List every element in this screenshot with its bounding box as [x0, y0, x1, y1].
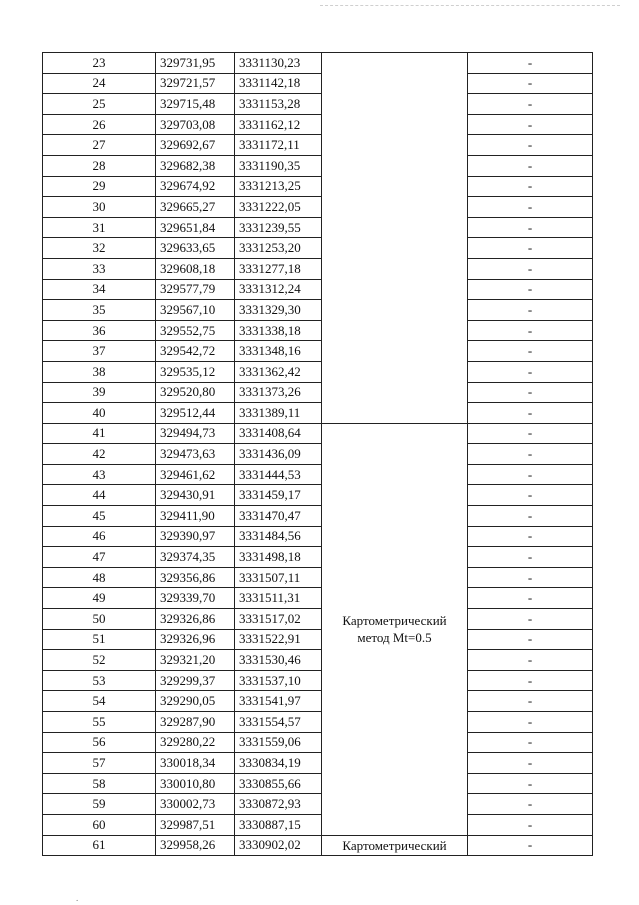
point-number-cell: 43 [43, 464, 156, 485]
table-row [43, 773, 593, 794]
x-coordinate-cell: 329280,22 [156, 732, 235, 753]
x-coordinate-cell: 329715,48 [156, 94, 235, 115]
point-number-cell: 55 [43, 712, 156, 733]
x-coordinate-cell: 329512,44 [156, 403, 235, 424]
x-coordinate-cell: 329958,26 [156, 835, 235, 856]
x-coordinate-cell: 330002,73 [156, 794, 235, 815]
x-coordinate-cell: 329390,97 [156, 526, 235, 547]
deviation-cell: - [468, 361, 593, 382]
y-coordinate-cell: 3331530,46 [235, 650, 322, 671]
footnote-mark: . [76, 893, 79, 903]
point-number-cell: 24 [43, 73, 156, 94]
point-number-cell: 53 [43, 670, 156, 691]
point-number-cell: 59 [43, 794, 156, 815]
deviation-cell: - [468, 485, 593, 506]
x-coordinate-cell: 329577,79 [156, 279, 235, 300]
x-coordinate-cell: 329731,95 [156, 53, 235, 74]
x-coordinate-cell: 329552,75 [156, 320, 235, 341]
x-coordinate-cell: 329721,57 [156, 73, 235, 94]
x-coordinate-cell: 329682,38 [156, 155, 235, 176]
method-label: Картометрический [342, 837, 447, 853]
table-row [43, 506, 593, 527]
deviation-cell: - [468, 670, 593, 691]
y-coordinate-cell: 3331389,11 [235, 403, 322, 424]
deviation-cell: - [468, 526, 593, 547]
method-label: Картометрический метод Mt=0.5 [342, 613, 447, 646]
deviation-cell: - [468, 73, 593, 94]
x-coordinate-cell: 329608,18 [156, 258, 235, 279]
table-row [43, 382, 593, 403]
point-number-cell: 31 [43, 217, 156, 238]
x-coordinate-cell: 329520,80 [156, 382, 235, 403]
table-row [43, 526, 593, 547]
y-coordinate-cell: 3331142,18 [235, 73, 322, 94]
y-coordinate-cell: 3331408,64 [235, 423, 322, 444]
deviation-cell: - [468, 464, 593, 485]
point-number-cell: 28 [43, 155, 156, 176]
coordinates-table-body [43, 53, 593, 856]
deviation-cell: - [468, 814, 593, 835]
y-coordinate-cell: 3331213,25 [235, 176, 322, 197]
table-row [43, 155, 593, 176]
x-coordinate-cell: 329692,67 [156, 135, 235, 156]
table-row [43, 361, 593, 382]
point-number-cell: 49 [43, 588, 156, 609]
deviation-cell: - [468, 609, 593, 630]
x-coordinate-cell: 329290,05 [156, 691, 235, 712]
table-row [43, 114, 593, 135]
y-coordinate-cell: 3331172,11 [235, 135, 322, 156]
table-row [43, 320, 593, 341]
x-coordinate-cell: 329339,70 [156, 588, 235, 609]
y-coordinate-cell: 3331470,47 [235, 506, 322, 527]
point-number-cell: 30 [43, 197, 156, 218]
point-number-cell: 37 [43, 341, 156, 362]
deviation-cell: - [468, 753, 593, 774]
x-coordinate-cell: 329987,51 [156, 814, 235, 835]
deviation-cell: - [468, 547, 593, 568]
deviation-cell: - [468, 238, 593, 259]
table-row [43, 73, 593, 94]
x-coordinate-cell: 329299,37 [156, 670, 235, 691]
deviation-cell: - [468, 444, 593, 465]
point-number-cell: 45 [43, 506, 156, 527]
point-number-cell: 25 [43, 94, 156, 115]
point-number-cell: 39 [43, 382, 156, 403]
table-row [43, 567, 593, 588]
x-coordinate-cell: 330018,34 [156, 753, 235, 774]
table-row [43, 53, 593, 74]
point-number-cell: 48 [43, 567, 156, 588]
point-number-cell: 23 [43, 53, 156, 74]
table-row [43, 217, 593, 238]
table-row [43, 464, 593, 485]
point-number-cell: 44 [43, 485, 156, 506]
point-number-cell: 41 [43, 423, 156, 444]
x-coordinate-cell: 329321,20 [156, 650, 235, 671]
y-coordinate-cell: 3331522,91 [235, 629, 322, 650]
point-number-cell: 46 [43, 526, 156, 547]
table-row [43, 485, 593, 506]
y-coordinate-cell: 3330834,19 [235, 753, 322, 774]
x-coordinate-cell: 329473,63 [156, 444, 235, 465]
y-coordinate-cell: 3331312,24 [235, 279, 322, 300]
table-row [43, 753, 593, 774]
table-row [43, 794, 593, 815]
point-number-cell: 52 [43, 650, 156, 671]
method-cell [322, 53, 468, 424]
y-coordinate-cell: 3331253,20 [235, 238, 322, 259]
y-coordinate-cell: 3331517,02 [235, 609, 322, 630]
table-row [43, 300, 593, 321]
point-number-cell: 58 [43, 773, 156, 794]
y-coordinate-cell: 3331554,57 [235, 712, 322, 733]
x-coordinate-cell: 329665,27 [156, 197, 235, 218]
deviation-cell: - [468, 712, 593, 733]
deviation-cell: - [468, 197, 593, 218]
point-number-cell: 32 [43, 238, 156, 259]
x-coordinate-cell: 329542,72 [156, 341, 235, 362]
y-coordinate-cell: 3331444,53 [235, 464, 322, 485]
table-row [43, 609, 593, 630]
y-coordinate-cell: 3331507,11 [235, 567, 322, 588]
table-row [43, 94, 593, 115]
method-cell [322, 423, 468, 835]
y-coordinate-cell: 3331338,18 [235, 320, 322, 341]
point-number-cell: 42 [43, 444, 156, 465]
y-coordinate-cell: 3331362,42 [235, 361, 322, 382]
point-number-cell: 40 [43, 403, 156, 424]
point-number-cell: 60 [43, 814, 156, 835]
x-coordinate-cell: 329494,73 [156, 423, 235, 444]
table-row [43, 712, 593, 733]
y-coordinate-cell: 3331277,18 [235, 258, 322, 279]
deviation-cell: - [468, 53, 593, 74]
point-number-cell: 61 [43, 835, 156, 856]
deviation-cell: - [468, 114, 593, 135]
x-coordinate-cell: 329287,90 [156, 712, 235, 733]
table-row [43, 588, 593, 609]
table-row [43, 670, 593, 691]
x-coordinate-cell: 329461,62 [156, 464, 235, 485]
deviation-cell: - [468, 773, 593, 794]
y-coordinate-cell: 3331222,05 [235, 197, 322, 218]
x-coordinate-cell: 329535,12 [156, 361, 235, 382]
x-coordinate-cell: 329356,86 [156, 567, 235, 588]
deviation-cell: - [468, 403, 593, 424]
y-coordinate-cell: 3330887,15 [235, 814, 322, 835]
y-coordinate-cell: 3331162,12 [235, 114, 322, 135]
table-row [43, 650, 593, 671]
x-coordinate-cell: 329374,35 [156, 547, 235, 568]
point-number-cell: 47 [43, 547, 156, 568]
y-coordinate-cell: 3331329,30 [235, 300, 322, 321]
y-coordinate-cell: 3331537,10 [235, 670, 322, 691]
method-cell [322, 835, 468, 856]
table-row [43, 238, 593, 259]
coordinates-table [42, 52, 593, 856]
top-rule [320, 5, 620, 7]
table-row [43, 423, 593, 444]
deviation-cell: - [468, 691, 593, 712]
x-coordinate-cell: 330010,80 [156, 773, 235, 794]
y-coordinate-cell: 3331459,17 [235, 485, 322, 506]
table-row [43, 403, 593, 424]
deviation-cell: - [468, 835, 593, 856]
point-number-cell: 33 [43, 258, 156, 279]
y-coordinate-cell: 3331348,16 [235, 341, 322, 362]
table-row [43, 341, 593, 362]
point-number-cell: 56 [43, 732, 156, 753]
y-coordinate-cell: 3330855,66 [235, 773, 322, 794]
x-coordinate-cell: 329633,65 [156, 238, 235, 259]
table-row [43, 547, 593, 568]
y-coordinate-cell: 3331239,55 [235, 217, 322, 238]
deviation-cell: - [468, 588, 593, 609]
deviation-cell: - [468, 135, 593, 156]
deviation-cell: - [468, 300, 593, 321]
table-row [43, 835, 593, 856]
deviation-cell: - [468, 732, 593, 753]
y-coordinate-cell: 3330902,02 [235, 835, 322, 856]
deviation-cell: - [468, 506, 593, 527]
deviation-cell: - [468, 258, 593, 279]
table-row [43, 629, 593, 650]
point-number-cell: 51 [43, 629, 156, 650]
table-row [43, 176, 593, 197]
point-number-cell: 57 [43, 753, 156, 774]
deviation-cell: - [468, 629, 593, 650]
y-coordinate-cell: 3331541,97 [235, 691, 322, 712]
y-coordinate-cell: 3331373,26 [235, 382, 322, 403]
y-coordinate-cell: 3331153,28 [235, 94, 322, 115]
table-row [43, 444, 593, 465]
deviation-cell: - [468, 176, 593, 197]
y-coordinate-cell: 3331190,35 [235, 155, 322, 176]
x-coordinate-cell: 329326,96 [156, 629, 235, 650]
point-number-cell: 38 [43, 361, 156, 382]
deviation-cell: - [468, 382, 593, 403]
x-coordinate-cell: 329703,08 [156, 114, 235, 135]
point-number-cell: 26 [43, 114, 156, 135]
deviation-cell: - [468, 320, 593, 341]
deviation-cell: - [468, 94, 593, 115]
x-coordinate-cell: 329430,91 [156, 485, 235, 506]
point-number-cell: 29 [43, 176, 156, 197]
x-coordinate-cell: 329567,10 [156, 300, 235, 321]
deviation-cell: - [468, 279, 593, 300]
x-coordinate-cell: 329411,90 [156, 506, 235, 527]
y-coordinate-cell: 3331484,56 [235, 526, 322, 547]
y-coordinate-cell: 3331130,23 [235, 53, 322, 74]
table-row [43, 197, 593, 218]
deviation-cell: - [468, 155, 593, 176]
table-row [43, 732, 593, 753]
point-number-cell: 27 [43, 135, 156, 156]
point-number-cell: 50 [43, 609, 156, 630]
x-coordinate-cell: 329674,92 [156, 176, 235, 197]
table-row [43, 691, 593, 712]
deviation-cell: - [468, 794, 593, 815]
table-row [43, 814, 593, 835]
point-number-cell: 54 [43, 691, 156, 712]
deviation-cell: - [468, 423, 593, 444]
y-coordinate-cell: 3331436,09 [235, 444, 322, 465]
y-coordinate-cell: 3330872,93 [235, 794, 322, 815]
point-number-cell: 36 [43, 320, 156, 341]
x-coordinate-cell: 329651,84 [156, 217, 235, 238]
deviation-cell: - [468, 341, 593, 362]
point-number-cell: 34 [43, 279, 156, 300]
table-row [43, 258, 593, 279]
deviation-cell: - [468, 567, 593, 588]
y-coordinate-cell: 3331498,18 [235, 547, 322, 568]
x-coordinate-cell: 329326,86 [156, 609, 235, 630]
deviation-cell: - [468, 217, 593, 238]
deviation-cell: - [468, 650, 593, 671]
table-row [43, 279, 593, 300]
y-coordinate-cell: 3331559,06 [235, 732, 322, 753]
y-coordinate-cell: 3331511,31 [235, 588, 322, 609]
table-row [43, 135, 593, 156]
point-number-cell: 35 [43, 300, 156, 321]
